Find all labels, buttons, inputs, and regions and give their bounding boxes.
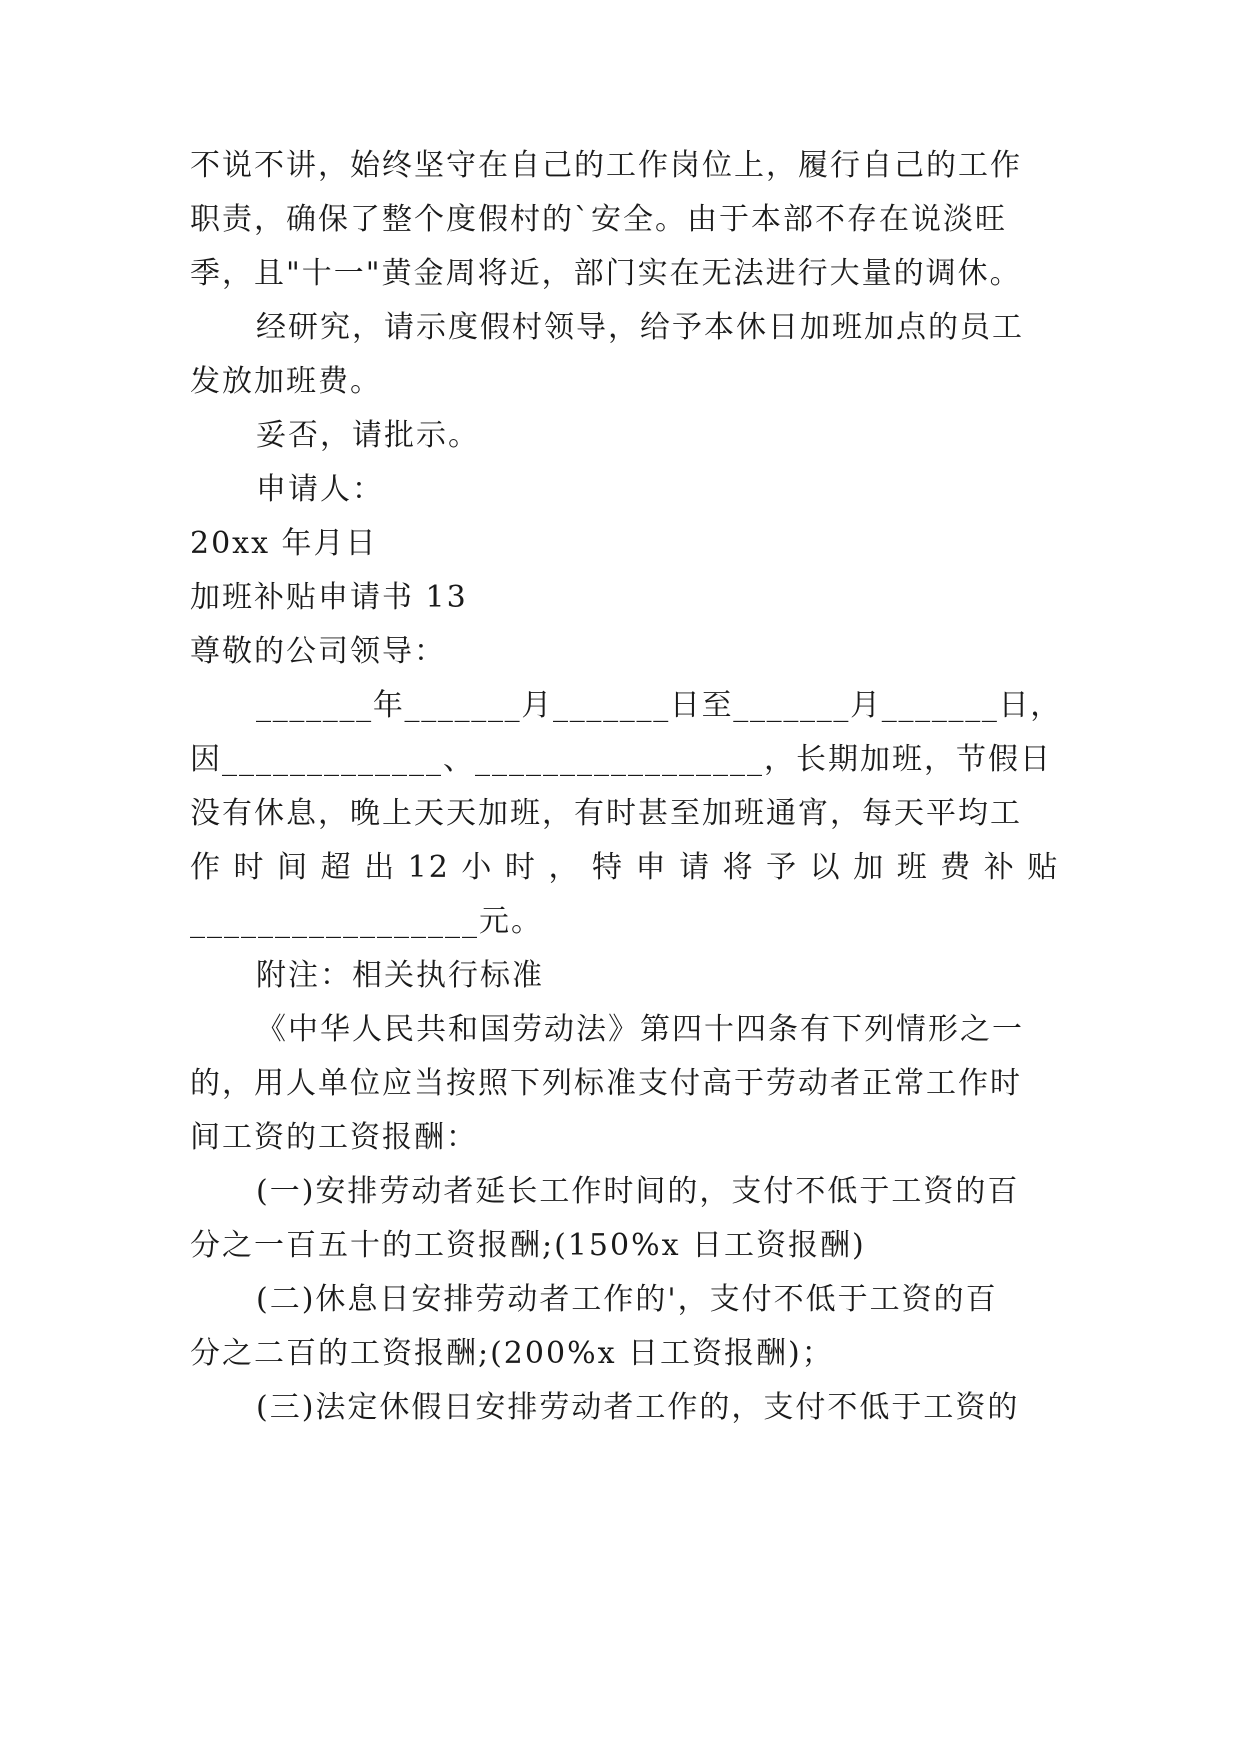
paragraph-line: 职责，确保了整个度假村的`安全。由于本部不存在说淡旺 xyxy=(190,202,1007,237)
paragraph-line: _________________元。 xyxy=(190,904,543,939)
list-item: (三)法定休假日安排劳动者工作的，支付不低于工资的 xyxy=(256,1390,1020,1425)
section-title: 加班补贴申请书 13 xyxy=(190,580,468,615)
applicant-label: 申请人： xyxy=(256,472,384,507)
salutation: 尊敬的公司领导： xyxy=(190,634,446,669)
paragraph-line: 作 时 间 超 出 12 小 时 ， 特 申 请 将 予 以 加 班 费 补 贴 xyxy=(190,850,1060,885)
paragraph-line: 因_____________、_________________，长期加班，节假日 xyxy=(190,742,1052,777)
paragraph-line: 不说不讲，始终坚守在自己的工作岗位上，履行自己的工作 xyxy=(190,148,1022,183)
list-item: (二)休息日安排劳动者工作的'，支付不低于工资的百 xyxy=(256,1282,998,1317)
note-heading: 附注：相关执行标准 xyxy=(256,958,544,993)
list-item-continuation: 分之一百五十的工资报酬;(150%x 日工资报酬) xyxy=(190,1228,866,1263)
paragraph-line: 《中华人民共和国劳动法》第四十四条有下列情形之一 xyxy=(256,1012,1024,1047)
list-item: (一)安排劳动者延长工作时间的，支付不低于工资的百 xyxy=(256,1174,1020,1209)
list-item-continuation: 分之二百的工资报酬;(200%x 日工资报酬)； xyxy=(190,1336,834,1371)
paragraph-line: 没有休息，晚上天天加班，有时甚至加班通宵，每天平均工 xyxy=(190,796,1022,831)
paragraph-line: _______年_______月_______日至_______月_______日， xyxy=(256,688,1062,723)
paragraph-line: 妥否，请批示。 xyxy=(256,418,480,453)
paragraph-line: 季，且"十一"黄金周将近，部门实在无法进行大量的调休。 xyxy=(190,256,1022,291)
paragraph-line: 发放加班费。 xyxy=(190,364,382,399)
date-line: 20xx 年月日 xyxy=(190,526,378,561)
paragraph-line: 间工资的工资报酬： xyxy=(190,1120,478,1155)
paragraph-line: 的，用人单位应当按照下列标准支付高于劳动者正常工作时 xyxy=(190,1066,1022,1101)
paragraph-line: 经研究，请示度假村领导，给予本休日加班加点的员工 xyxy=(256,310,1024,345)
